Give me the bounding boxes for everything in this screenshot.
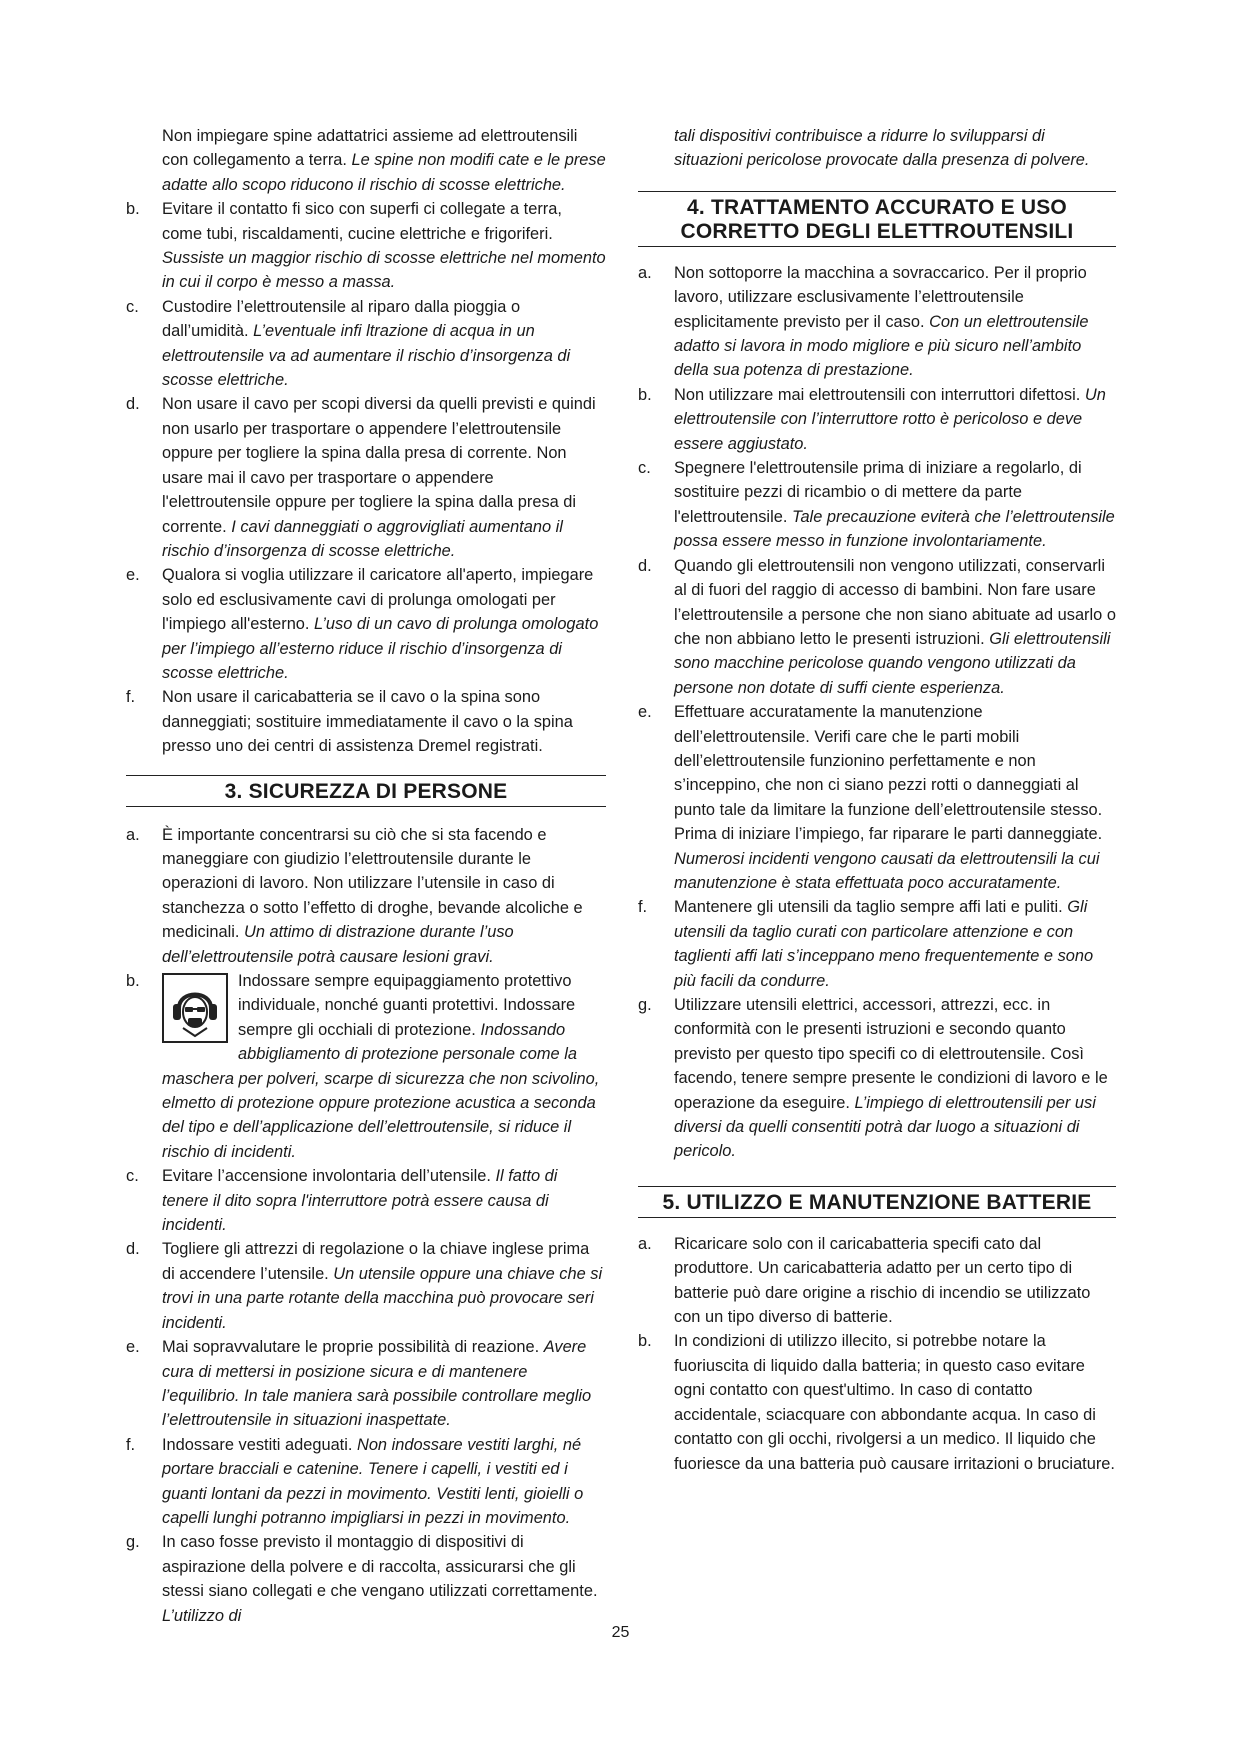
intro-paragraph xyxy=(638,124,1116,173)
item-text: Non usare il caricabatteria se il cavo o la spina sono danneggiati; sostituire immediatamente il cavo o la spina presso uno dei centri di assistenza Dremel registrati. xyxy=(162,688,573,756)
list-item xyxy=(638,1329,1116,1475)
item-text: Qualora si voglia utilizzare il caricatore all'aperto, impiegare solo ed esclusivamente cavi di prolunga omologati per l'impiego all'esterno. xyxy=(162,566,594,634)
item-emphasis: Un utensile oppure una chiave che si trovi in una parte rotante della macchina può provocare seri incidenti. xyxy=(162,1264,603,1332)
item-text: Mai sopravvalutare le proprie possibilità di reazione. xyxy=(162,1338,544,1357)
section-heading-4: 4. TRATTAMENTO ACCURATO E USO CORRETTO DEGLI ELETTROUTENSILI xyxy=(638,191,1116,247)
list-marker: d. xyxy=(126,395,140,414)
list-marker: c. xyxy=(638,459,651,478)
item-text: Togliere gli attrezzi di regolazione o la chiave inglese prima di accendere l’utensile. xyxy=(162,1240,590,1283)
list-item xyxy=(638,1232,1116,1330)
item-text: Non usare il cavo per scopi diversi da quelli previsti e quindi non usarlo per trasportare o appendere l’elettroutensile oppure per togliere la spina dalla presa di corrente. Non usare mai il cavo per trasportare o appendere l'elettroutensile oppure per togliere la spina dalla presa di corrente. xyxy=(162,395,596,536)
item-emphasis: L’impiego di elettroutensili per usi diversi da quelli consentiti potrà dar luogo a situazioni di pericolo. xyxy=(674,1093,1096,1161)
item-text: È importante concentrarsi su ciò che si sta facendo e maneggiare con giudizio l’elettroutensile durante le operazioni di lavoro. Non utilizzare l’utensile in caso di stanchezza o sotto l’effetto di droghe, bevande alcoliche e medicinali. xyxy=(162,825,583,942)
list-item xyxy=(126,392,606,563)
item-emphasis: Indossando abbigliamento di protezione personale come la maschera per polveri, scarpe di sicurezza che non scivolino, elmetto di protezione oppure protezione acustica a seconda del tipo e dell’applicazione dell’elettroutensile, si riduce il rischio di incidenti. xyxy=(162,1020,600,1161)
list-item xyxy=(126,197,606,295)
item-emphasis: I cavi danneggiati o aggrovigliati aumentano il rischio d’insorgenza di scosse elettriche. xyxy=(162,517,563,560)
item-text: Custodire l’elettroutensile al riparo dalla pioggia o dall’umidità. xyxy=(162,297,521,341)
item-emphasis: Numerosi incidenti vengono causati da elettroutensili la cui manutenzione è stata effettuata poco accuratamente. xyxy=(674,849,1100,892)
list-item xyxy=(126,685,606,758)
list-item xyxy=(126,563,606,685)
section-heading-5: 5. UTILIZZO E MANUTENZIONE BATTERIE xyxy=(638,1186,1116,1218)
paragraph-text: Non impiegare spine adattatrici assieme ad elettroutensili con collegamento a terra. xyxy=(162,127,578,170)
ear-eye-protection-icon xyxy=(162,973,228,1043)
list-item xyxy=(638,554,1116,700)
page-number: 25 xyxy=(611,1624,630,1641)
list-item xyxy=(638,261,1116,383)
list-marker: c. xyxy=(126,297,139,316)
list-item xyxy=(126,295,606,393)
item-emphasis: Con un elettroutensile adatto si lavora in modo migliore e più sicuro nell’ambito della sua potenza di prestazione. xyxy=(674,312,1089,380)
list-marker: f. xyxy=(638,898,648,917)
item-emphasis: Il fatto di tenere il dito sopra l'interruttore potrà essere causa di incidenti. xyxy=(162,1167,558,1235)
list-marker: b. xyxy=(126,200,140,219)
item-text: In condizioni di utilizzo illecito, si potrebbe notare la fuoriuscita di liquido dalla batteria; in questo caso evitare ogni contatto con quest'ultimo. In caso di contatto accidentale, sciacquare con abbondante acqua. In caso di contatto con gli occhi, rivolgersi a un medico. Il liquido che fuoriesce da una batteria può causare irritazioni o bruciature. xyxy=(674,1332,1115,1473)
item-text: Indossare vestiti adeguati. xyxy=(162,1435,357,1454)
item-emphasis: L’uso di un cavo di prolunga omologato per l’impiego all’esterno riduce il rischio d’insorgenza di scosse elettriche. xyxy=(162,615,599,682)
item-emphasis: Gli utensili da taglio curati con particolare attenzione e con taglienti affi lati s’inceppano meno frequentemente e sono più facili da condurre. xyxy=(674,898,1094,990)
list-item xyxy=(638,383,1116,456)
list-marker: b. xyxy=(638,1332,652,1351)
list-item xyxy=(638,700,1116,895)
paragraph-emphasis: tali dispositivi contribuisce a ridurre lo svilupparsi di situazioni pericolose provocate dalla presenza di polvere. xyxy=(674,127,1090,170)
item-emphasis: Un elettroutensile con l’interruttore rotto è pericoloso e deve essere aggiustato. xyxy=(674,385,1106,453)
list-marker: a. xyxy=(126,825,140,844)
item-emphasis: Avere cura di mettersi in posizione sicura e di mantenere l’equilibrio. In tale maniera sarà possibile controllare meglio l’elettroutensile in situazioni inaspettate. xyxy=(162,1338,592,1430)
list-item xyxy=(126,1237,606,1335)
item-emphasis: Non indossare vestiti larghi, né portare bracciali e catenine. Tenere i capelli, i vestiti ed i guanti lontani da pezzi in movimento. Vestiti lenti, gioielli o capelli lunghi potranno impigliarsi in pezzi in movimento. xyxy=(162,1435,584,1527)
list-item xyxy=(638,895,1116,993)
list-marker: e. xyxy=(126,566,140,585)
list-marker: d. xyxy=(126,1240,140,1259)
list-item xyxy=(638,993,1116,1164)
list-marker: e. xyxy=(638,703,652,722)
list-marker: a. xyxy=(638,1234,652,1253)
item-emphasis: Tale precauzione eviterà che l’elettroutensile possa essere messo in funzione involontariamente. xyxy=(674,507,1115,551)
item-text: Mantenere gli utensili da taglio sempre affi lati e puliti. xyxy=(674,898,1068,917)
intro-paragraph xyxy=(126,124,606,197)
list-item xyxy=(126,969,606,1164)
item-text: Effettuare accuratamente la manutenzione dell’elettroutensile. Verifi care che le parti mobili dell’elettroutensile funzionino perfettamente e non s’inceppino, che non ci siano pezzi rotti o danneggiati al punto tale da limitare la funzione dell’elettroutensile stesso. Prima di iniziare l’impiego, far riparare le parti danneggiate. xyxy=(674,703,1103,844)
left-column xyxy=(126,124,606,1628)
item-text: Evitare l’accensione involontaria dell’utensile. xyxy=(162,1167,496,1186)
item-text: Quando gli elettroutensili non vengono utilizzati, conservarli al di fuori del raggio di accesso di bambini. Non fare usare l’elettroutensile a persone che non siano abituate ad usarlo o che non abbiano letto le presenti istruzioni. xyxy=(674,556,1116,648)
list-item xyxy=(126,1433,606,1531)
item-text: Non sottoporre la macchina a sovraccarico. Per il proprio lavoro, utilizzare esclusivamente l’elettroutensile esplicitamente previsto per il caso. xyxy=(674,263,1087,331)
list-marker: f. xyxy=(126,688,136,707)
item-text: Ricaricare solo con il caricabatteria specifi cato dal produttore. Un caricabatteria adatto per un certo tipo di batterie può dare origine a rischio di incendio se utilizzato con un tipo diverso di batterie. xyxy=(674,1234,1091,1327)
list-item xyxy=(638,456,1116,554)
list-marker: c. xyxy=(126,1167,139,1186)
list-marker: f. xyxy=(126,1435,136,1454)
list-marker: d. xyxy=(638,556,652,575)
item-text: Non utilizzare mai elettroutensili con interruttori difettosi. xyxy=(674,385,1085,404)
list-marker: a. xyxy=(638,263,652,282)
item-emphasis: L’utilizzo di xyxy=(162,1606,242,1625)
list-marker: b. xyxy=(638,385,652,404)
list-marker: e. xyxy=(126,1338,140,1357)
section-heading-3: 3. SICUREZZA DI PERSONE xyxy=(126,775,606,807)
list-item xyxy=(126,1530,606,1628)
list-marker: g. xyxy=(638,996,652,1014)
right-column xyxy=(638,124,1116,1476)
list-item xyxy=(126,1335,606,1433)
item-emphasis: Gli elettroutensili sono macchine pericolose quando vengono utilizzati da persone non dotate di suffi ciente esperienza. xyxy=(674,629,1111,697)
item-emphasis: L’eventuale infi ltrazione di acqua in un elettroutensile va ad aumentare il rischio d’insorgenza di scosse elettriche. xyxy=(162,322,571,390)
item-text: Utilizzare utensili elettrici, accessori, attrezzi, ecc. in conformità con le presenti istruzioni e secondo quanto previsto per questo tipo specifi co di elettroutensile. Così facendo, tenere sempre presente le condizioni di lavoro e le operazione da eseguire. xyxy=(674,996,1108,1112)
item-emphasis: Sussiste un maggior rischio di scosse elettriche nel momento in cui il corpo è messo a massa. xyxy=(162,249,606,292)
paragraph-emphasis: Le spine non modifi cate e le prese adatte allo scopo riducono il rischio di scosse elettriche. xyxy=(162,151,606,194)
list-item xyxy=(126,1164,606,1237)
item-text: Indossare sempre equipaggiamento protettivo individuale, nonché guanti protettivi. Indossare sempre gli occhiali di protezione. xyxy=(238,972,576,1039)
list-item xyxy=(126,823,606,969)
item-text: In caso fosse previsto il montaggio di dispositivi di aspirazione della polvere e di raccolta, assicurarsi che gli stessi siano collegati e che vengano utilizzati correttamente. xyxy=(162,1533,598,1601)
item-text: Spegnere l'elettroutensile prima di iniziare a regolarlo, di sostituire pezzi di ricambio o di mettere da parte l'elettroutensile. xyxy=(674,459,1082,526)
list-marker: b. xyxy=(126,972,140,990)
list-marker: g. xyxy=(126,1533,140,1552)
item-emphasis: Un attimo di distrazione durante l’uso dell’elettroutensile potrà causare lesioni gravi. xyxy=(162,923,514,966)
item-text: Evitare il contatto fi sico con superfi ci collegate a terra, come tubi, riscaldamenti, cucine elettriche e frigoriferi. xyxy=(162,200,562,243)
